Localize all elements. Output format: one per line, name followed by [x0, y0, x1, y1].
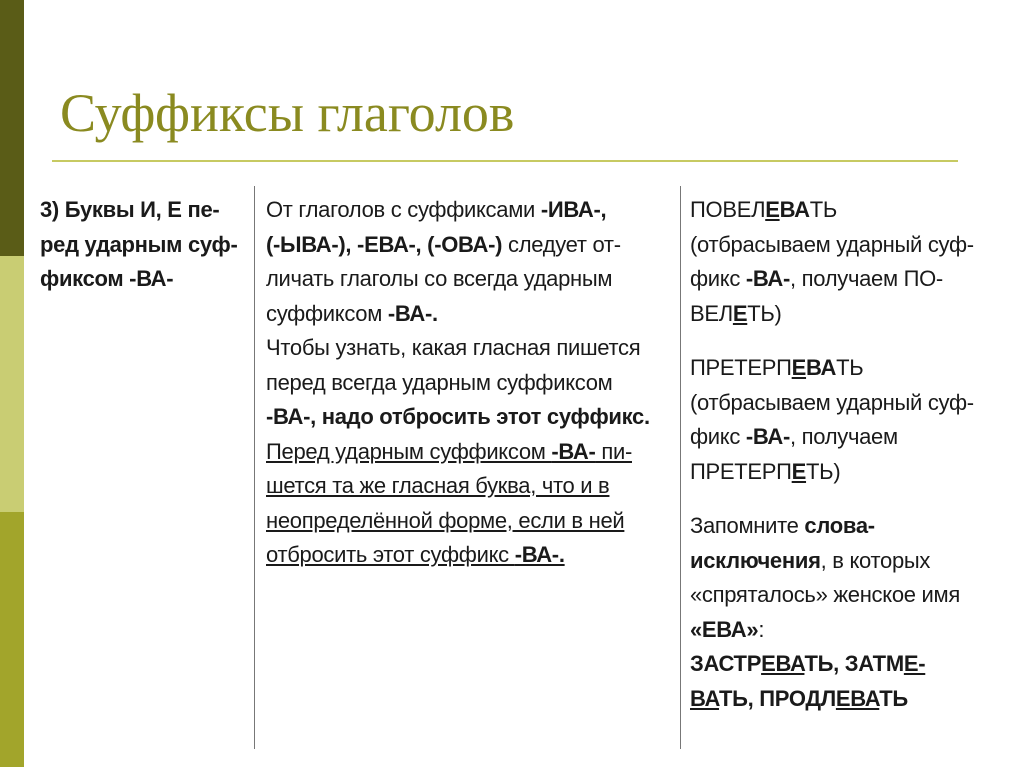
decorative-stripe-middle [0, 256, 24, 512]
example-line: (отбрасываем ударный суф- [690, 389, 974, 415]
explanation-line [266, 538, 674, 573]
rule-line: 3) Буквы И, Е пе- [40, 197, 220, 222]
text: ТЬ, ЗАТМ [804, 651, 904, 676]
text: ВЕЛ [690, 300, 733, 326]
explanation-line: Чтобы узнать, какая гласная пишется [266, 335, 641, 360]
exceptions-line [690, 509, 1000, 544]
text: Перед ударным суффиксом [266, 438, 552, 464]
text: ПРЕТЕРП [690, 458, 792, 484]
examples-column [690, 193, 1000, 716]
example-line [690, 420, 1000, 455]
column-divider-2 [680, 186, 681, 749]
explanation-column [266, 193, 674, 573]
example-line: (отбрасываем ударный суф- [690, 231, 974, 257]
text: отбросить этот суффикс [266, 542, 515, 567]
text: ПОВЕЛ [690, 197, 766, 222]
text: ТЬ [836, 355, 864, 380]
spacer [690, 489, 1000, 509]
exception-words-line [690, 682, 1000, 717]
text: От глаголов с суффиксами [266, 197, 541, 222]
text: , получаем ПО- [790, 266, 943, 291]
exceptions-line: «спряталось» женское имя [690, 582, 960, 607]
decorative-stripe-top [0, 0, 24, 256]
suffix-text: -ВА-. [387, 300, 438, 326]
vowel-highlight: Е [732, 300, 748, 326]
suffix-text: ВА [779, 197, 810, 222]
suffix-text: (-ЫВА-), -ЕВА-, (-ОВА-) [266, 231, 503, 257]
exceptions-line [690, 613, 1000, 648]
text: : [758, 616, 765, 642]
decorative-stripe-bottom [0, 512, 24, 767]
rule-line: фиксом -ВА- [40, 266, 174, 291]
text: , в которых [820, 547, 931, 573]
text: фикс [690, 424, 746, 449]
suffix-text: -ВА-. [514, 542, 565, 567]
vowel-highlight: Е [791, 458, 807, 484]
bold-text: слова- [804, 513, 875, 538]
explanation-line: -ВА-, надо отбросить этот суффикс. [266, 404, 650, 429]
text: ТЬ [809, 197, 837, 222]
suffix-text: ВА [806, 355, 837, 380]
text: ТЬ) [747, 300, 782, 326]
rule-column [40, 193, 246, 297]
title-underline [52, 160, 958, 162]
text: следует от- [502, 231, 621, 257]
explanation-line [266, 435, 674, 470]
explanation-line [266, 193, 674, 228]
bold-text: «ЕВА» [690, 616, 759, 642]
slide-title: Суффиксы глаголов [60, 83, 515, 143]
suffix-highlight: Е- [903, 651, 926, 676]
column-divider-1 [254, 186, 255, 749]
spacer [690, 331, 1000, 351]
suffix-text: -ВА- [745, 424, 791, 449]
text: ТЬ [879, 685, 908, 711]
suffix-text: -ИВА-, [540, 197, 607, 222]
text: суффиксом [266, 300, 388, 326]
suffix-highlight: ВА [690, 685, 719, 711]
example-line [690, 262, 1000, 297]
explanation-line [266, 297, 674, 332]
vowel-highlight: Е [791, 355, 807, 380]
text: фикс [690, 266, 746, 291]
example-word [690, 351, 1000, 386]
suffix-text: -ВА- [551, 438, 596, 464]
explanation-line: личать глаголы со всегда ударным [266, 266, 613, 291]
suffix-highlight: ЕВА [835, 685, 880, 711]
exceptions-line [690, 544, 1000, 579]
text: пи- [595, 438, 632, 464]
explanation-line: шется та же гласная буква, что и в [266, 473, 610, 498]
exception-words-line [690, 647, 1000, 682]
example-line [690, 455, 1000, 490]
text: ТЬ, ПРОДЛ [718, 685, 836, 711]
text: ТЬ) [806, 458, 841, 484]
example-word [690, 193, 1000, 228]
text: ЗАСТР [690, 651, 762, 676]
suffix-text: -ВА- [745, 266, 791, 291]
text: , получаем [790, 424, 898, 449]
explanation-line: перед всегда ударным суффиксом [266, 369, 613, 395]
explanation-line [266, 228, 674, 263]
text: ПРЕТЕРП [690, 355, 792, 380]
suffix-highlight: ЕВА [761, 651, 805, 676]
text: Запомните [690, 513, 805, 538]
bold-text: исключения [690, 547, 821, 573]
vowel-highlight: Е [765, 197, 780, 222]
rule-line: ред ударным суф- [40, 231, 238, 257]
example-line [690, 297, 1000, 332]
explanation-line: неопределённой форме, если в ней [266, 507, 625, 533]
